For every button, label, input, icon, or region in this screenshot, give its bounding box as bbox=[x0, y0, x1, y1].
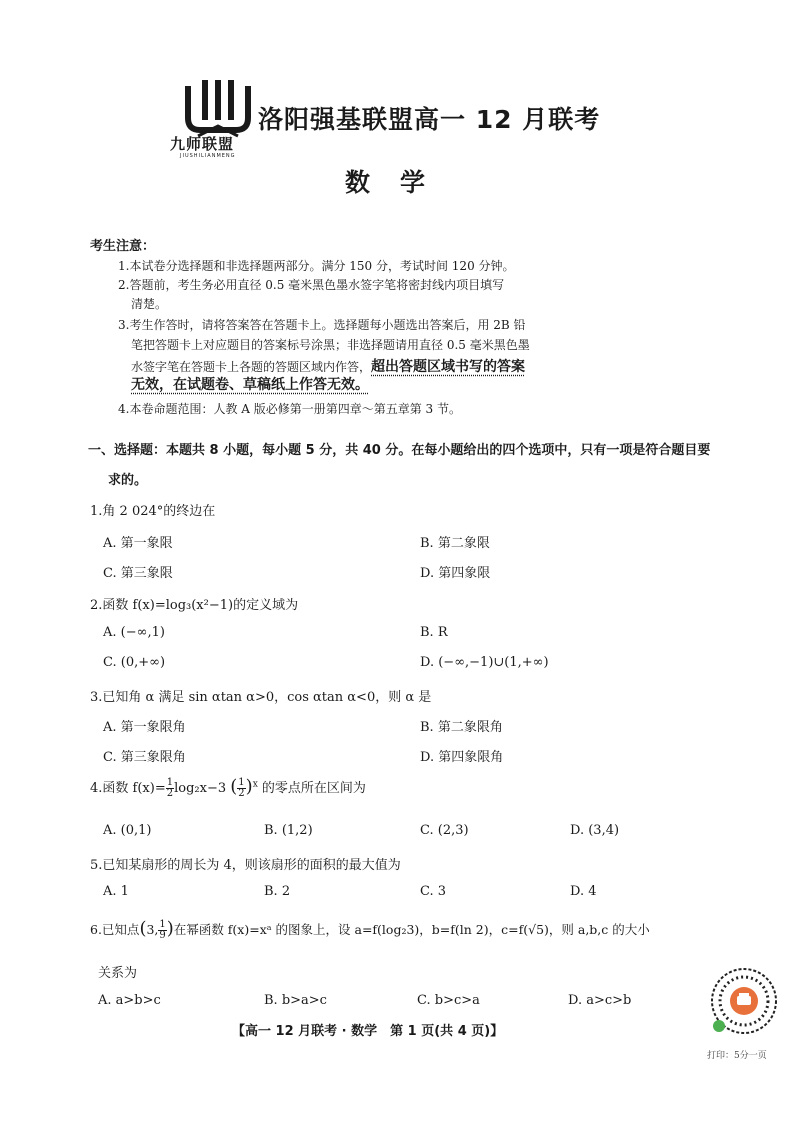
q5-option-a: A. 1 bbox=[103, 884, 129, 899]
q2-option-b: B. R bbox=[420, 625, 448, 640]
q5-option-c: C. 3 bbox=[420, 884, 447, 899]
q3-option-b: B. 第二象限角 bbox=[420, 720, 503, 735]
logo-text: 九师联盟 bbox=[170, 135, 235, 153]
q4-option-c: C. (2,3) bbox=[420, 823, 469, 838]
q4-exponent: x bbox=[252, 779, 258, 790]
q2-option-a: A. (−∞,1) bbox=[103, 625, 165, 640]
q6-stem-b: 在幂函数 f(x)=xᵃ 的图象上，设 a=f(log₂3)，b=f(ln 2)，c=f(√5)，则 a,b,c 的大小 bbox=[173, 922, 650, 937]
notice-line: 2.答题前，考生务必用直径 0.5 毫米黑色墨水签字笔将密封线内项目填写 bbox=[118, 278, 505, 292]
notice-line: 清楚。 bbox=[131, 297, 168, 311]
q3-option-a: A. 第一象限角 bbox=[103, 720, 186, 735]
notice-line-part: 水签字笔在答题卡上各题的答题区域内作答， bbox=[131, 360, 372, 374]
notice-line: 4.本卷命题范围：人教 A 版必修第一册第四章～第五章第 3 节。 bbox=[118, 402, 462, 416]
subject-title: 数学 bbox=[345, 168, 456, 197]
q1-option-c: C. 第三象限 bbox=[103, 566, 173, 581]
q6-option-c: C. b>c>a bbox=[417, 993, 480, 1008]
q6-option-b: B. b>a>c bbox=[264, 993, 327, 1008]
q2-option-c: C. (0,+∞) bbox=[103, 655, 166, 670]
section-heading-cont: 求的。 bbox=[108, 473, 148, 488]
q6-stem-cont: 关系为 bbox=[98, 966, 138, 981]
q1-option-a: A. 第一象限 bbox=[103, 536, 173, 551]
logo-subtext: JIUSHILIANMENG bbox=[180, 153, 236, 159]
q1-option-d: D. 第四象限 bbox=[420, 566, 491, 581]
notice-line: 笔把答题卡上对应题目的答案标号涂黑；非选择题请用直径 0.5 毫米黑色墨 bbox=[131, 338, 530, 352]
frac-numerator: 1 bbox=[238, 777, 245, 788]
frac-numerator: 1 bbox=[159, 919, 166, 930]
q4-stem-c: 的零点所在区间为 bbox=[261, 781, 366, 796]
frac-denominator: 2 bbox=[166, 788, 174, 799]
frac-denominator: 9 bbox=[159, 930, 166, 941]
notice-line: 1.本试卷分选择题和非选择题两部分。满分 150 分，考试时间 120 分钟。 bbox=[118, 259, 515, 273]
question-4: 4.函数 f(x)= $\frac{1}{2}$ log₂x−3 ( $\frac{1}{2}$ )$^x$ 的零点所在区间为 bbox=[90, 776, 366, 799]
question-6: 6.已知点(3, $\frac{1}{9}$ )在幂函数 f(x)=xᵃ 的图象上，设 a=f(log₂3)，b=f(ln 2)，c=f(√5)，则 a,b,c 的大小 bbox=[90, 918, 650, 941]
section-heading: 一、选择题：本题共 8 小题，每小题 5 分，共 40 分。在每小题给出的四个选项中，只有一项是符合题目要 bbox=[88, 443, 711, 458]
question-2: 2.函数 f(x)=log₃(x²−1)的定义域为 bbox=[90, 598, 299, 613]
q3-option-d: D. 第四象限角 bbox=[420, 750, 504, 765]
notice-heading: 考生注意： bbox=[90, 239, 156, 254]
q4-option-a: A. (0,1) bbox=[103, 823, 152, 838]
q6-fraction bbox=[158, 920, 166, 941]
page-footer: 【高一 12 月联考 · 数学 第 1 页(共 4 页)】 bbox=[232, 1024, 504, 1039]
q4-stem-b: log₂x−3 bbox=[174, 781, 227, 796]
notice-line: 3.考生作答时，请将答案答在答题卡上。选择题每小题选出答案后，用 2B 铅 bbox=[118, 318, 526, 332]
q6-option-d: D. a>c>b bbox=[568, 993, 632, 1008]
question-5: 5.已知某扇形的周长为 4，则该扇形的面积的最大值为 bbox=[90, 858, 401, 873]
q4-fraction bbox=[166, 778, 174, 799]
q6-option-a: A. a>b>c bbox=[98, 993, 161, 1008]
q4-option-d: D. (3,4) bbox=[570, 823, 620, 838]
page-title: 洛阳强基联盟高一 12 月联考 bbox=[258, 105, 601, 134]
q4-fraction-2 bbox=[237, 778, 245, 799]
question-3: 3.已知角 α 满足 sin αtan α>0，cos αtan α<0，则 α 是 bbox=[90, 690, 432, 705]
frac-denominator: 2 bbox=[238, 788, 245, 799]
q4-option-b: B. (1,2) bbox=[264, 823, 313, 838]
question-1: 1.角 2 024°的终边在 bbox=[90, 504, 216, 519]
q5-option-b: B. 2 bbox=[264, 884, 291, 899]
print-note: 打印：5分一页 bbox=[707, 1051, 767, 1061]
q4-stem-a: 4.函数 f(x)= bbox=[90, 781, 166, 796]
q3-option-c: C. 第三象限角 bbox=[103, 750, 186, 765]
frac-numerator: 1 bbox=[166, 777, 174, 788]
notice-emphasis: 无效，在试题卷、草稿纸上作答无效。 bbox=[131, 377, 369, 393]
qr-code-icon[interactable] bbox=[706, 966, 782, 1036]
notice-emphasis: 超出答题区域书写的答案 bbox=[371, 359, 526, 375]
q1-option-b: B. 第二象限 bbox=[420, 536, 490, 551]
q6-stem-a: 6.已知点 bbox=[90, 922, 140, 937]
q5-option-d: D. 4 bbox=[570, 884, 597, 899]
notice-line bbox=[131, 356, 525, 376]
q2-option-d: D. (−∞,−1)∪(1,+∞) bbox=[420, 655, 549, 670]
q6-point: 3, bbox=[146, 922, 159, 937]
